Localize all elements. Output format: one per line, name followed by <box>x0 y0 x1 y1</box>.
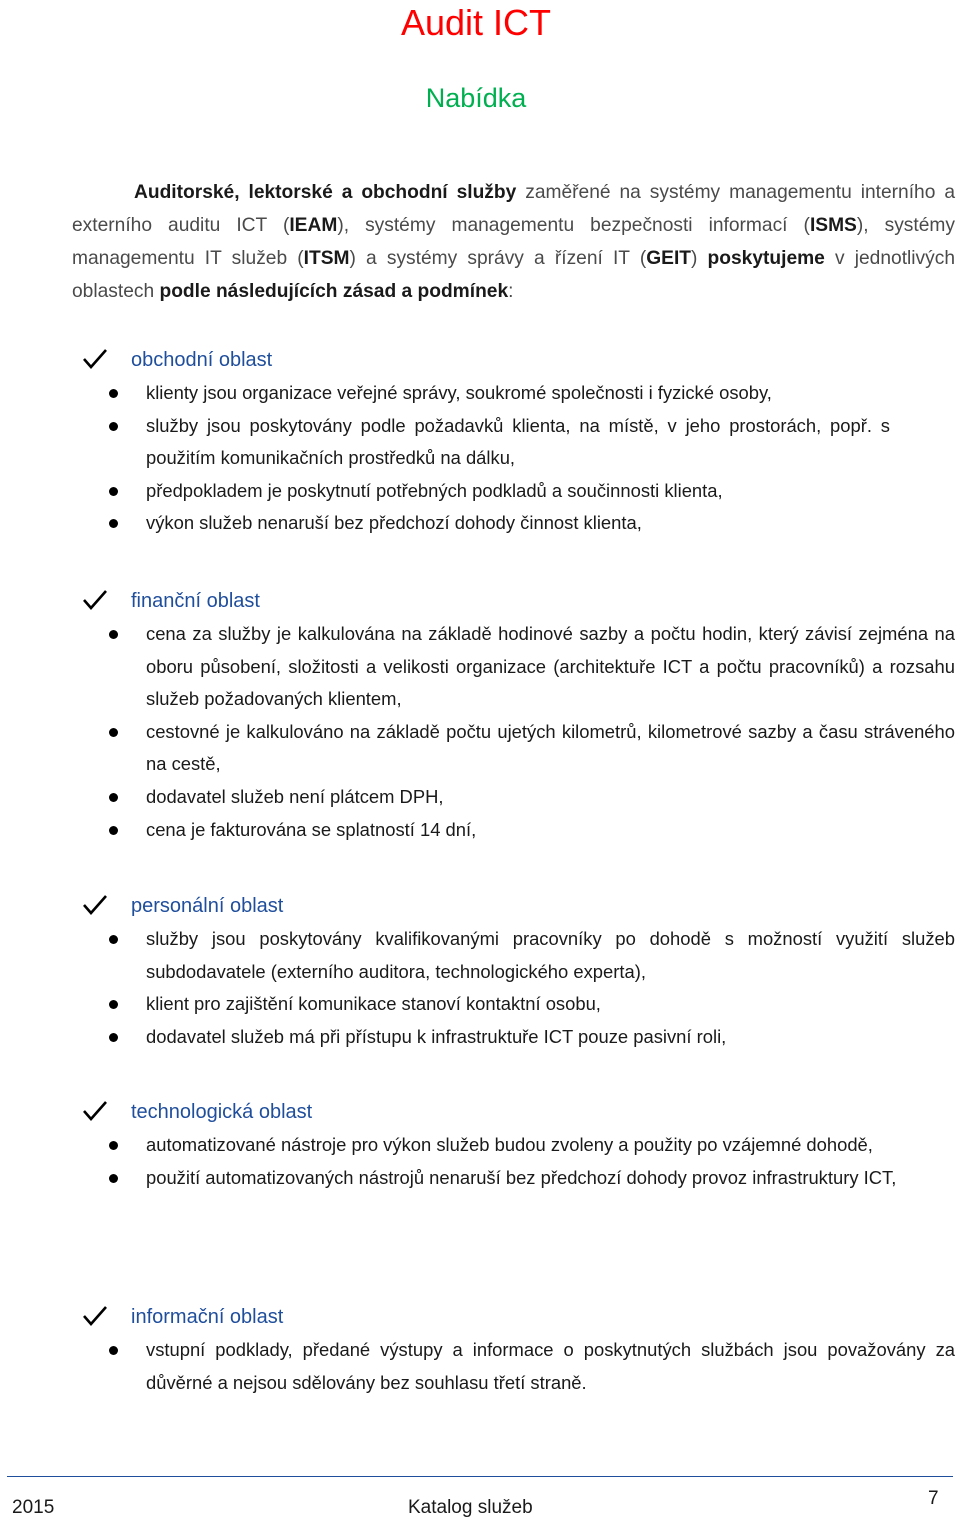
intro-bold: podle následujících zásad a podmínek <box>159 281 509 302</box>
bullet-icon <box>109 487 118 496</box>
list-item <box>0 988 960 1021</box>
intro-text: v jednotlivých oblastech <box>72 248 955 302</box>
bullet-icon <box>109 1141 118 1150</box>
section-heading <box>0 584 960 618</box>
list-item <box>0 1162 960 1195</box>
list-item <box>0 1129 960 1162</box>
bullet-icon <box>109 935 118 944</box>
list-item <box>0 1021 960 1054</box>
section-heading <box>0 889 960 923</box>
intro-text: ) <box>691 248 708 269</box>
intro-bold: ISMS <box>809 215 857 236</box>
page-title: Audit ICT <box>400 2 552 43</box>
list-item <box>0 410 960 475</box>
list-item-text: cena za služby je kalkulována na základě hodinové sazby a počtu hodin, který závisí zejména na oboru působení, složitosti a velikosti organizace (architektuře ICT a počtu pracovníků) a rozsahu služeb požadovaných klientem, <box>146 623 955 710</box>
footer-divider <box>7 1476 953 1477</box>
section-personalni <box>0 889 960 1053</box>
section-heading <box>0 1095 960 1129</box>
section-title: finanční oblast <box>131 590 260 612</box>
list-item-text: služby jsou poskytovány kvalifikovanými pracovníky po dohodě s možností využití služeb subdodavatele (externího auditora, technologického experta), <box>146 928 955 982</box>
intro-text: zaměřené na systémy managementu interního a externího auditu ICT ( <box>72 182 955 236</box>
section-list <box>0 1334 960 1399</box>
list-item-text: cestovné je kalkulováno na základě počtu ujetých kilometrů, kilometrové sazby a času stráveného na cestě, <box>146 720 955 775</box>
section-title: technologická oblast <box>131 1101 313 1123</box>
section-title: informační oblast <box>131 1306 284 1328</box>
bullet-icon <box>109 630 118 639</box>
intro-bold: poskytujeme <box>707 248 825 269</box>
section-financni <box>0 584 960 846</box>
checkmark-icon <box>82 347 108 371</box>
section-heading <box>0 1300 960 1334</box>
footer-catalog: Katalog služeb <box>408 1497 533 1518</box>
list-item-text: vstupní podklady, předané výstupy a informace o poskytnutých službách jsou považovány za důvěrné a nejsou sdělovány bez souhlasu třetí straně. <box>146 1339 955 1393</box>
page-subtitle: Nabídka <box>425 83 527 113</box>
section-list <box>0 1129 960 1194</box>
bullet-icon <box>109 1174 118 1183</box>
section-list <box>0 377 960 540</box>
section-list <box>0 618 960 846</box>
section-title: personální oblast <box>131 895 284 917</box>
list-item-text: služby jsou poskytovány podle požadavků klienta, na místě, v jeho prostorách, popř. s použitím komunikačních prostředků na dálku, <box>146 414 890 469</box>
checkmark-icon <box>82 588 108 612</box>
checkmark-icon <box>82 1099 108 1123</box>
bullet-icon <box>109 1033 118 1042</box>
page-number: 7 <box>928 1488 939 1509</box>
bullet-icon <box>109 519 118 528</box>
intro-bold: Auditorské, lektorské a obchodní služby <box>134 182 517 203</box>
section-technologicka <box>0 1095 960 1194</box>
section-obchodni <box>0 343 960 540</box>
list-item <box>0 923 960 988</box>
section-heading <box>0 343 960 377</box>
list-item-text: cena je fakturována se splatností 14 dní, <box>146 818 477 840</box>
list-item-text: automatizované nástroje pro výkon služeb budou zvoleny a použity po vzájemné dohodě, <box>146 1134 873 1155</box>
list-item <box>0 1334 960 1399</box>
bullet-icon <box>109 728 118 737</box>
list-item <box>0 377 960 410</box>
list-item-text: dodavatel služeb má při přístupu k infrastruktuře ICT pouze pasivní roli, <box>146 1025 727 1047</box>
list-item <box>0 618 960 716</box>
list-item <box>0 814 960 847</box>
intro-text: ) a systémy správy a řízení IT ( <box>349 248 647 269</box>
list-item-text: klient pro zajištění komunikace stanoví kontaktní osobu, <box>146 993 601 1015</box>
list-item-text: použití automatizovaných nástrojů nenaruší bez předchozí dohody provoz infrastruktury ICT, <box>146 1166 897 1188</box>
intro-paragraph <box>72 176 955 308</box>
list-item <box>0 475 960 508</box>
list-item <box>0 507 960 540</box>
bullet-icon <box>109 826 118 835</box>
section-informacni <box>0 1300 960 1399</box>
list-item-text: klienty jsou organizace veřejné správy, soukromé společnosti i fyzické osoby, <box>146 382 772 403</box>
footer-year: 2015 <box>12 1497 55 1518</box>
bullet-icon <box>109 793 118 802</box>
intro-text: ), systémy managementu IT služeb ( <box>72 215 955 269</box>
list-item <box>0 781 960 814</box>
bullet-icon <box>109 1000 118 1009</box>
list-item-text: výkon služeb nenaruší bez předchozí dohody činnost klienta, <box>146 512 642 534</box>
intro-text: : <box>508 281 514 302</box>
bullet-icon <box>109 1346 118 1355</box>
list-item <box>0 716 960 781</box>
bullet-icon <box>109 422 118 431</box>
checkmark-icon <box>82 893 108 917</box>
checkmark-icon <box>82 1304 108 1328</box>
intro-bold: ITSM <box>303 248 350 269</box>
intro-text: ), systémy managementu bezpečnosti informací ( <box>337 215 810 236</box>
section-list <box>0 923 960 1053</box>
list-item-text: předpokladem je poskytnutí potřebných podkladů a součinnosti klienta, <box>146 479 723 501</box>
section-title: obchodní oblast <box>131 349 273 371</box>
list-item-text: dodavatel služeb není plátcem DPH, <box>146 785 444 807</box>
intro-bold: IEAM <box>289 215 338 236</box>
intro-bold: GEIT <box>646 248 691 269</box>
bullet-icon <box>109 389 118 398</box>
